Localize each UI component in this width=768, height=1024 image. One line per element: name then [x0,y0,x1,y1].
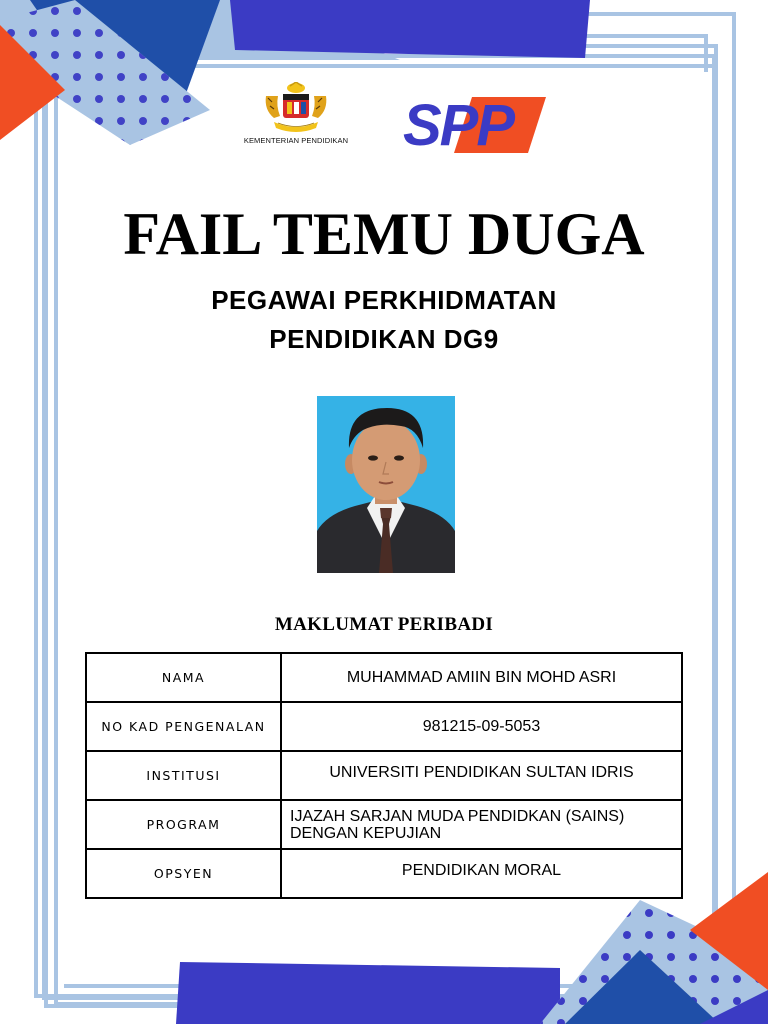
table-row [86,800,682,849]
row-value-opsyen: PENDIDIKAN MORAL [281,849,682,898]
row-value-nama: MUHAMMAD AMIIN BIN MOHD ASRI [281,653,682,702]
row-label-opsyen: OPSYEN [86,849,281,898]
table-row [86,653,682,702]
section-title: MAKLUMAT PERIBADI [274,614,494,635]
subtitle-line-1: PEGAWAI PERKHIDMATAN [211,285,557,315]
row-value-no-kad-pengenalan: 981215-09-5053 [281,702,682,751]
subtitle-line-2: PENDIDIKAN DG9 [269,324,499,354]
row-label-no-kad-pengenalan: NO KAD PENGENALAN [86,702,281,751]
row-value-institusi: UNIVERSITI PENDIDIKAN SULTAN IDRIS [281,751,682,800]
portrait-icon [317,396,455,573]
table-row [86,751,682,800]
row-label-institusi: INSTITUSI [86,751,281,800]
profile-photo [317,396,455,573]
ministry-label: KEMENTERIAN PENDIDIKAN [243,136,349,145]
row-label-nama: NAMA [86,653,281,702]
row-value-program: IJAZAH SARJAN MUDA PENDIDKAN (SAINS) DENGAN KEPUJIAN [281,800,682,849]
ministry-crest-icon [260,82,332,136]
table-row [86,702,682,751]
personal-info-table [85,652,683,899]
table-row [86,849,682,898]
spp-logo: SPP [403,93,514,158]
row-label-program: PROGRAM [86,800,281,849]
page-title: FAIL TEMU DUGA [123,201,645,267]
